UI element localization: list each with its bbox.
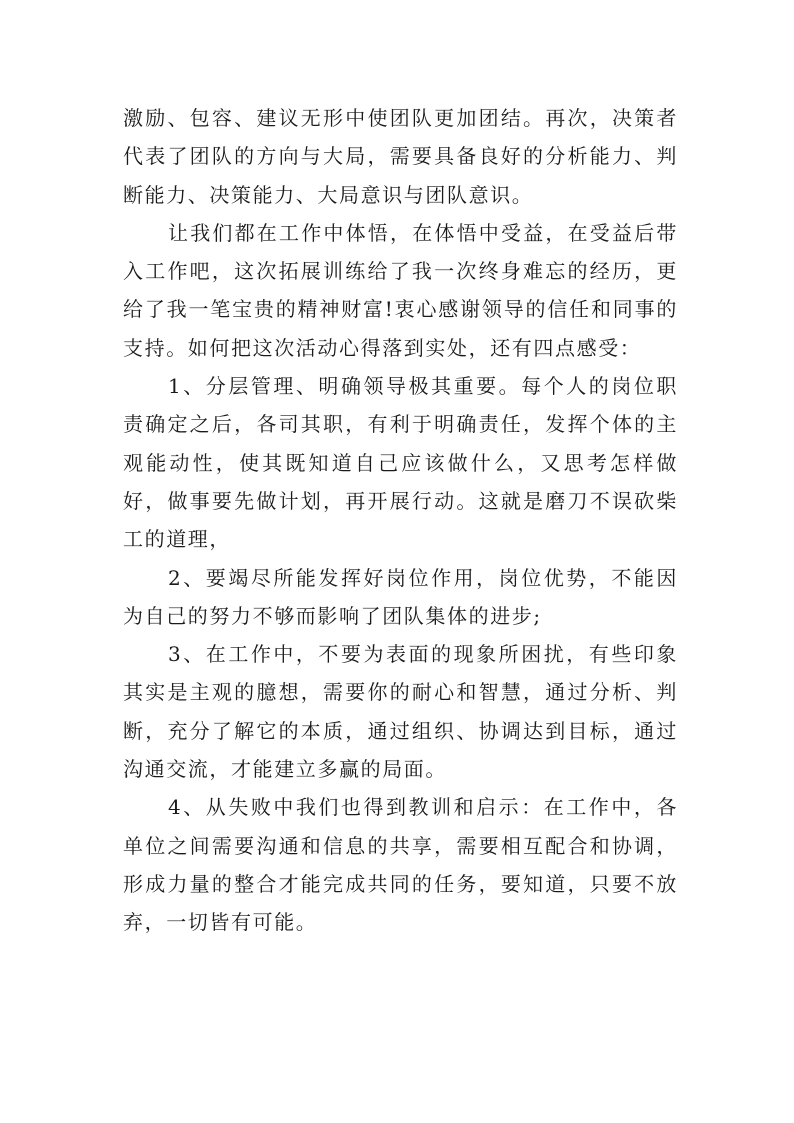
paragraph-point-2: 2、要竭尽所能发挥好岗位作用，岗位优势，不能因为自己的努力不够而影响了团队集体的进步;: [123, 565, 678, 628]
paragraph-point-4: 4、从失败中我们也得到教训和启示：在工作中，各单位之间需要沟通和信息的共享，需要相互配合和协调，形成力量的整合才能完成共同的任务，要知道，只要不放弃，一切皆有可能。: [123, 795, 678, 935]
paragraph-point-1: 1、分层管理、明确领导极其重要。每个人的岗位职责确定之后，各司其职，有利于明确责任，发挥个体的主观能动性，使其既知道自己应该做什么，又思考怎样做好，做事要先做计划，再开展行动。这就是磨刀不误砍柴工的道理，: [123, 374, 678, 552]
paragraph-reflection: 让我们都在工作中体悟，在体悟中受益，在受益后带入工作吧，这次拓展训练给了我一次终身难忘的经历，更给了我一笔宝贵的精神财富!衷心感谢领导的信任和同事的支持。如何把这次活动心得落到实处，还有四点感受：: [123, 220, 678, 360]
document-body: [123, 99, 678, 942]
paragraph-continuation: 激励、包容、建议无形中使团队更加团结。再次，决策者代表了团队的方向与大局，需要具备良好的分析能力、判断能力、决策能力、大局意识与团队意识。: [123, 106, 678, 207]
paragraph-point-3: 3、在工作中，不要为表面的现象所困扰，有些印象其实是主观的臆想，需要你的耐心和智慧，通过分析、判断，充分了解它的本质，通过组织、协调达到目标，通过沟通交流，才能建立多赢的局面。: [123, 642, 678, 782]
